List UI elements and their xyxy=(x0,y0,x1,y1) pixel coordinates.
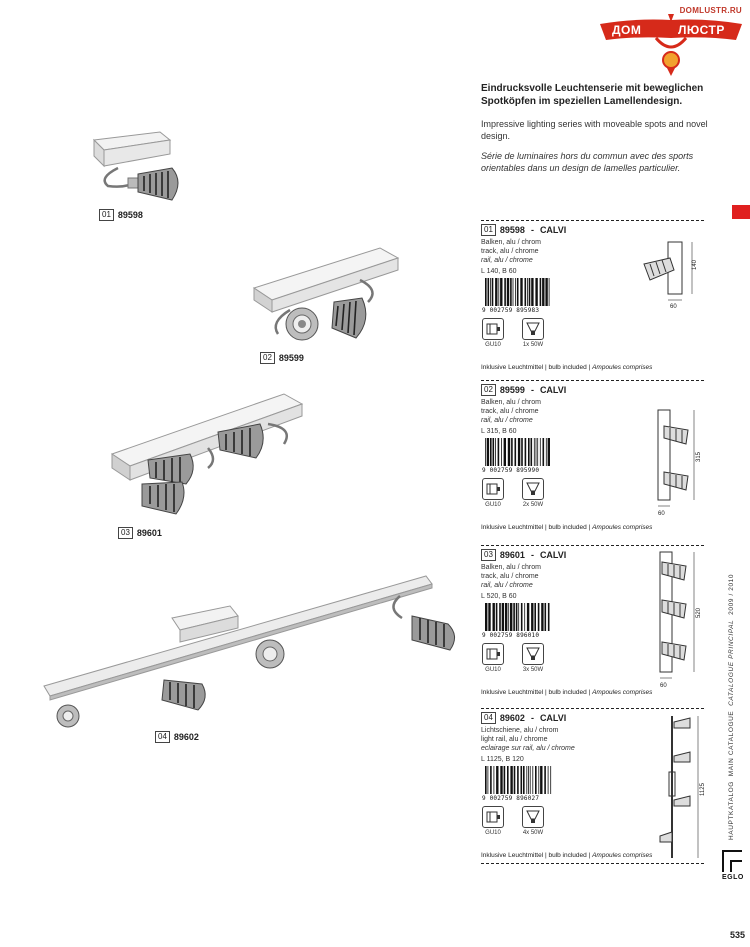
desc-fr: rail, alu / chrome xyxy=(481,257,533,264)
intro-en: Impressive lighting series with moveable spots and novel design. xyxy=(481,119,708,141)
product-dimensions: L 315, B 60 xyxy=(481,428,517,435)
page-number: 535 xyxy=(730,930,746,940)
logo-chandelier-icon xyxy=(596,10,746,78)
catalogue-caption xyxy=(728,574,735,840)
power-label: 1x 50W xyxy=(522,342,544,348)
desc-en: track, alu / chrome xyxy=(481,408,539,415)
bulb-de: Inklusive Leuchtmittel xyxy=(481,689,544,696)
product-heading xyxy=(481,384,704,396)
power-spec xyxy=(521,478,545,508)
spec-icons xyxy=(481,318,704,348)
dim-height: 315 xyxy=(696,451,702,462)
dim-height: 1125 xyxy=(700,783,706,796)
bulb-en: bulb included xyxy=(548,364,587,371)
dimension-sketch-89602 xyxy=(650,712,710,862)
photo-label-89599 xyxy=(260,352,304,364)
caption-fr: CATALOGUE PRINCIPAL xyxy=(728,619,735,706)
bulb-de: Inklusive Leuchtmittel xyxy=(481,852,544,859)
dimension-sketch-89598 xyxy=(630,240,710,312)
reflector-bulb-icon xyxy=(525,321,541,337)
logo-site-name: DOMLUSTR.RU xyxy=(679,6,742,15)
photo-number: 03 xyxy=(118,527,133,539)
bulb-de: Inklusive Leuchtmittel xyxy=(481,364,544,371)
photo-number: 02 xyxy=(260,352,275,364)
bulb-fr: Ampoules comprises xyxy=(592,364,653,371)
section-tab-marker xyxy=(732,205,750,219)
power-spec xyxy=(521,318,545,348)
reflector-bulb-icon xyxy=(525,646,541,662)
photo-code: 89601 xyxy=(136,528,162,538)
barcode xyxy=(481,278,555,314)
photo-label-89602 xyxy=(155,731,199,743)
desc-de: Balken, alu / chrom xyxy=(481,239,541,246)
section-divider xyxy=(481,545,704,546)
section-divider xyxy=(481,863,704,864)
bulb-note: Inklusive Leuchtmittel | bulb included | Ampoules comprises xyxy=(481,689,653,696)
bulb-fr: Ampoules comprises xyxy=(592,689,653,696)
socket-spec xyxy=(481,478,505,508)
power-label: 4x 50W xyxy=(522,830,544,836)
product-number: 04 xyxy=(481,712,496,724)
product-name: CALVI xyxy=(539,225,567,235)
product-number: 02 xyxy=(481,384,496,396)
dimension-sketch-89599 xyxy=(640,408,710,520)
product-name: CALVI xyxy=(539,385,567,395)
product-code: 89598 xyxy=(499,225,525,235)
bulb-en: bulb included xyxy=(548,852,587,859)
caption-en: MAIN CATALOGUE xyxy=(728,710,735,777)
section-divider xyxy=(481,220,704,221)
logo-word-2: ЛЮСТР xyxy=(678,23,725,37)
product-dimensions: L 1125, B 120 xyxy=(481,756,524,763)
socket-label: GU10 xyxy=(485,667,501,673)
bulb-note: Inklusive Leuchtmittel | bulb included | Ampoules comprises xyxy=(481,524,653,531)
desc-de: Lichtschiene, alu / chrom xyxy=(481,727,559,734)
socket-label: GU10 xyxy=(485,502,501,508)
product-code: 89602 xyxy=(499,713,525,723)
socket-spec xyxy=(481,643,505,673)
product-code: 89601 xyxy=(499,550,525,560)
dim-width: 60 xyxy=(660,683,667,689)
product-separator: - xyxy=(530,225,534,235)
photo-89599 xyxy=(250,240,410,355)
product-number: 01 xyxy=(481,224,496,236)
bulb-fr: Ampoules comprises xyxy=(592,852,653,859)
barcode-number: 9 002759 895990 xyxy=(482,467,540,474)
eglo-logo xyxy=(722,850,746,881)
barcode xyxy=(481,603,555,639)
photo-89601 xyxy=(108,388,308,523)
barcode-number: 9 002759 896027 xyxy=(482,795,540,802)
product-dimensions: L 140, B 60 xyxy=(481,268,517,275)
product-separator: - xyxy=(530,385,534,395)
desc-en: track, alu / chrome xyxy=(481,248,539,255)
photo-number: 01 xyxy=(99,209,114,221)
bulb-note: Inklusive Leuchtmittel | bulb included | Ampoules comprises xyxy=(481,364,653,371)
desc-fr: eclairage sur rail, alu / chrome xyxy=(481,745,575,752)
socket-icon xyxy=(485,322,501,336)
socket-label: GU10 xyxy=(485,830,501,836)
barcode-number: 9 002759 895983 xyxy=(482,307,540,314)
socket-spec xyxy=(481,806,505,836)
logo-word-1: ДОМ xyxy=(612,23,642,37)
socket-icon xyxy=(485,647,501,661)
photo-code: 89602 xyxy=(173,732,199,742)
site-logo[interactable] xyxy=(596,4,746,76)
product-heading xyxy=(481,224,704,236)
photo-label-89598 xyxy=(99,209,143,221)
photo-number: 04 xyxy=(155,731,170,743)
intro-text xyxy=(481,82,709,174)
desc-en: light rail, alu / chrome xyxy=(481,736,548,743)
photo-code: 89599 xyxy=(278,353,304,363)
socket-label: GU10 xyxy=(485,342,501,348)
product-name: CALVI xyxy=(539,550,567,560)
socket-spec xyxy=(481,318,505,348)
product-separator: - xyxy=(530,550,534,560)
eglo-wordmark: EGLO xyxy=(722,874,744,881)
socket-icon xyxy=(485,810,501,824)
dim-width: 60 xyxy=(658,511,665,517)
product-code: 89599 xyxy=(499,385,525,395)
desc-de: Balken, alu / chrom xyxy=(481,564,541,571)
photo-89598 xyxy=(88,128,188,213)
bulb-note: Inklusive Leuchtmittel | bulb included | Ampoules comprises xyxy=(481,852,653,859)
power-label: 3x 50W xyxy=(522,667,544,673)
intro-de: Eindrucksvolle Leuchtenserie mit beweglichen Spotköpfen im speziellen Lamellendesign. xyxy=(481,83,704,107)
bulb-fr: Ampoules comprises xyxy=(592,524,653,531)
photo-label-89601 xyxy=(118,527,162,539)
reflector-bulb-icon xyxy=(525,809,541,825)
photo-code: 89598 xyxy=(117,210,143,220)
reflector-bulb-icon xyxy=(525,481,541,497)
caption-year: 2009 / 2010 xyxy=(728,573,735,615)
desc-fr: rail, alu / chrome xyxy=(481,582,533,589)
section-divider xyxy=(481,380,704,381)
intro-fr: Série de luminaires hors du commun avec des sports orientables dans un design de lamelles particulier. xyxy=(481,151,694,173)
bulb-en: bulb included xyxy=(548,524,587,531)
bulb-en: bulb included xyxy=(548,689,587,696)
barcode xyxy=(481,438,555,474)
photo-89602 xyxy=(40,572,465,732)
barcode xyxy=(481,766,555,802)
dimension-sketch-89601 xyxy=(640,550,710,690)
product-number: 03 xyxy=(481,549,496,561)
section-divider xyxy=(481,708,704,709)
desc-en: track, alu / chrome xyxy=(481,573,539,580)
power-label: 2x 50W xyxy=(522,502,544,508)
eglo-mark-icon xyxy=(722,850,742,872)
dim-width: 60 xyxy=(670,304,677,310)
product-separator: - xyxy=(530,713,534,723)
barcode-number: 9 002759 896010 xyxy=(482,632,540,639)
product-dimensions: L 520, B 60 xyxy=(481,593,517,600)
desc-fr: rail, alu / chrome xyxy=(481,417,533,424)
bulb-de: Inklusive Leuchtmittel xyxy=(481,524,544,531)
dim-height: 140 xyxy=(692,259,698,270)
desc-de: Balken, alu / chrom xyxy=(481,399,541,406)
dim-height: 520 xyxy=(696,607,702,618)
power-spec xyxy=(521,806,545,836)
socket-icon xyxy=(485,482,501,496)
product-name: CALVI xyxy=(539,713,567,723)
caption-de: HAUPTKATALOG xyxy=(728,781,735,840)
power-spec xyxy=(521,643,545,673)
